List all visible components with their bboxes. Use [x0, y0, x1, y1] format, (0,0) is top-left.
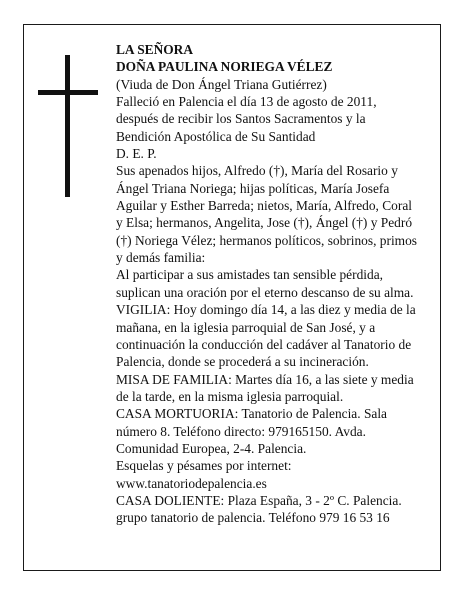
website-link[interactable]: www.tanatoriodepalencia.es — [116, 475, 267, 491]
text-line: suplican una oración por el eterno descanso de su alma. — [116, 284, 414, 300]
text-line: Falleció en Palencia el día 13 de agosto de 2011, — [116, 94, 377, 110]
text-line: continuación la conducción del cadáver al Tanatorio de — [116, 336, 412, 352]
text-line: y Elsa; hermanos, Angelita, Jose (†), Ángel (†) y Pedró — [116, 215, 413, 231]
text-line: MISA DE FAMILIA: Martes día 16, a las siete y media — [116, 371, 414, 387]
text-line: Bendición Apostólica de Su Santidad — [116, 128, 316, 144]
cross-vertical-bar — [65, 55, 70, 197]
obituary-text — [116, 41, 432, 527]
text-line: D. E. P. — [116, 146, 157, 162]
text-line: CASA MORTUORIA: Tanatorio de Palencia. Sala — [116, 406, 387, 422]
deceased-name: DOÑA PAULINA NORIEGA VÉLEZ — [116, 59, 333, 75]
text-line: Ángel Triana Noriega; hijas políticas, María Josefa — [116, 180, 390, 196]
cross-horizontal-bar — [38, 90, 98, 95]
text-line: Al participar a sus amistades tan sensible pérdida, — [116, 267, 383, 283]
text-line: y demás familia: — [116, 250, 206, 266]
text-line: Sus apenados hijos, Alfredo (†), María del Rosario y — [116, 163, 398, 179]
text-line: (Viuda de Don Ángel Triana Gutiérrez) — [116, 76, 327, 92]
heading: LA SEÑORA — [116, 42, 194, 57]
text-line: Esquelas y pésames por internet: — [116, 458, 292, 474]
text-line: grupo tanatorio de palencia. Teléfono 979 16 53 16 — [116, 510, 390, 526]
text-line: VIGILIA: Hoy domingo día 14, a las diez y media de la — [116, 302, 416, 318]
text-line: de la tarde, en la misma iglesia parroquial. — [116, 388, 344, 404]
text-line: Palencia, donde se procederá a su incineración. — [116, 354, 369, 370]
text-line: (†) Noriega Vélez; hermanos políticos, sobrinos, primos — [116, 232, 417, 248]
text-line: número 8. Teléfono directo: 979165150. Avda. — [116, 423, 366, 439]
text-line: CASA DOLIENTE: Plaza España, 3 - 2º C. Palencia. — [116, 492, 402, 508]
text-line: Aguilar y Esther Barreda; nietos, María, Alfredo, Coral — [116, 198, 412, 214]
text-line: Comunidad Europea, 2-4. Palencia. — [116, 440, 307, 456]
text-line: mañana, en la iglesia parroquial de San José, y a — [116, 319, 376, 335]
text-line: después de recibir los Santos Sacramentos y la — [116, 111, 366, 127]
